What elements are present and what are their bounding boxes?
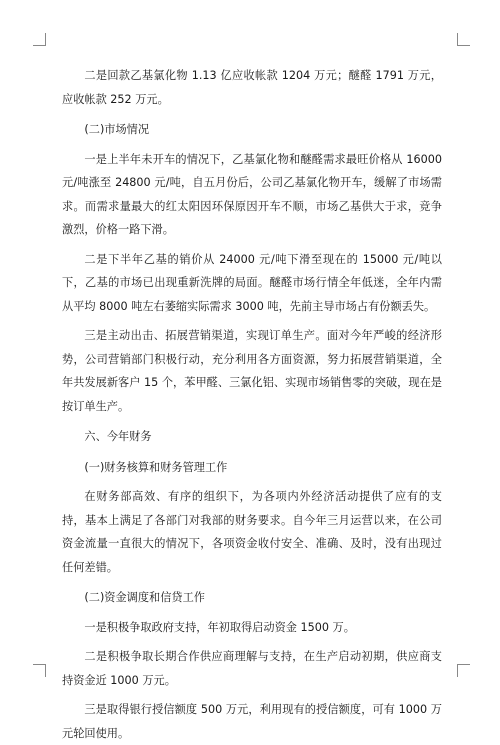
paragraph-sales-channels: 三是主动出击、拓展营销渠道，实现订单生产。面对今年严峻的经济形势，公司营销部门积极行动，充分利用各方面资源，努力拓展营销渠道，全年共发展新客户 15 个，苯甲醛、三氯化铝、实现市场销售零的突破，现在是按订单生产。 <box>62 329 442 413</box>
paragraph-supplier-support: 二是积极争取长期合作供应商理解与支持，在生产启动初期，供应商支持资金近 1000 万元。 <box>62 650 442 687</box>
crop-mark-bottom-left <box>33 664 46 677</box>
paragraph-market-second-half: 二是下半年乙基的销价从 24000 元/吨下滑至现在的 15000 元/吨以下，乙基的市场已出现重新洗牌的局面。醚醛市场行情全年低迷，全年内需从平均 8000 吨左右萎缩实际需求 3000 吨，先前主导市场占有份额丢失。 <box>62 252 442 313</box>
document-body <box>62 64 442 745</box>
subsection-heading-accounting: (一)财务核算和财务管理工作 <box>84 460 228 474</box>
paragraph-receivables: 二是回款乙基氯化物 1.13 亿应收帐款 1204 万元；醚醛 1791 万元，应收帐款 252 万元。 <box>62 69 442 106</box>
crop-mark-top-right <box>457 33 470 46</box>
crop-mark-top-left <box>33 33 46 46</box>
section-heading-market: (二)市场情况 <box>84 123 150 136</box>
paragraph-government-support: 一是积极争取政府支持，年初取得启动资金 1500 万。 <box>84 620 355 634</box>
paragraph-market-first-half: 一是上半年未开车的情况下，乙基氯化物和醚醛需求最旺价格从 16000 元/吨涨至 24800 元/吨，自五月份后，公司乙基氯化物开车，缓解了市场需求。而需求量最大的红太阳因环保原因开车不顺，市场乙基供大于求，竞争激烈，价格一路下滑。 <box>62 152 442 236</box>
subsection-heading-funding: (二)资金调度和信贷工作 <box>84 591 205 604</box>
paragraph-bank-credit: 三是取得银行授信额度 500 万元，利用现有的授信额度，可有 1000 万元轮回使用。 <box>62 703 442 740</box>
section-heading-finance: 六、今年财务 <box>84 430 152 443</box>
paragraph-accounting: 在财务部高效、有序的组织下，为各项内外经济活动提供了应有的支持，基本上满足了各部门对我部的财务要求。自今年三月运营以来，在公司资金流量一直很大的情况下，各项资金收付安全、准确、及时，没有出现过任何差错。 <box>62 490 442 574</box>
crop-mark-bottom-right <box>457 664 470 677</box>
